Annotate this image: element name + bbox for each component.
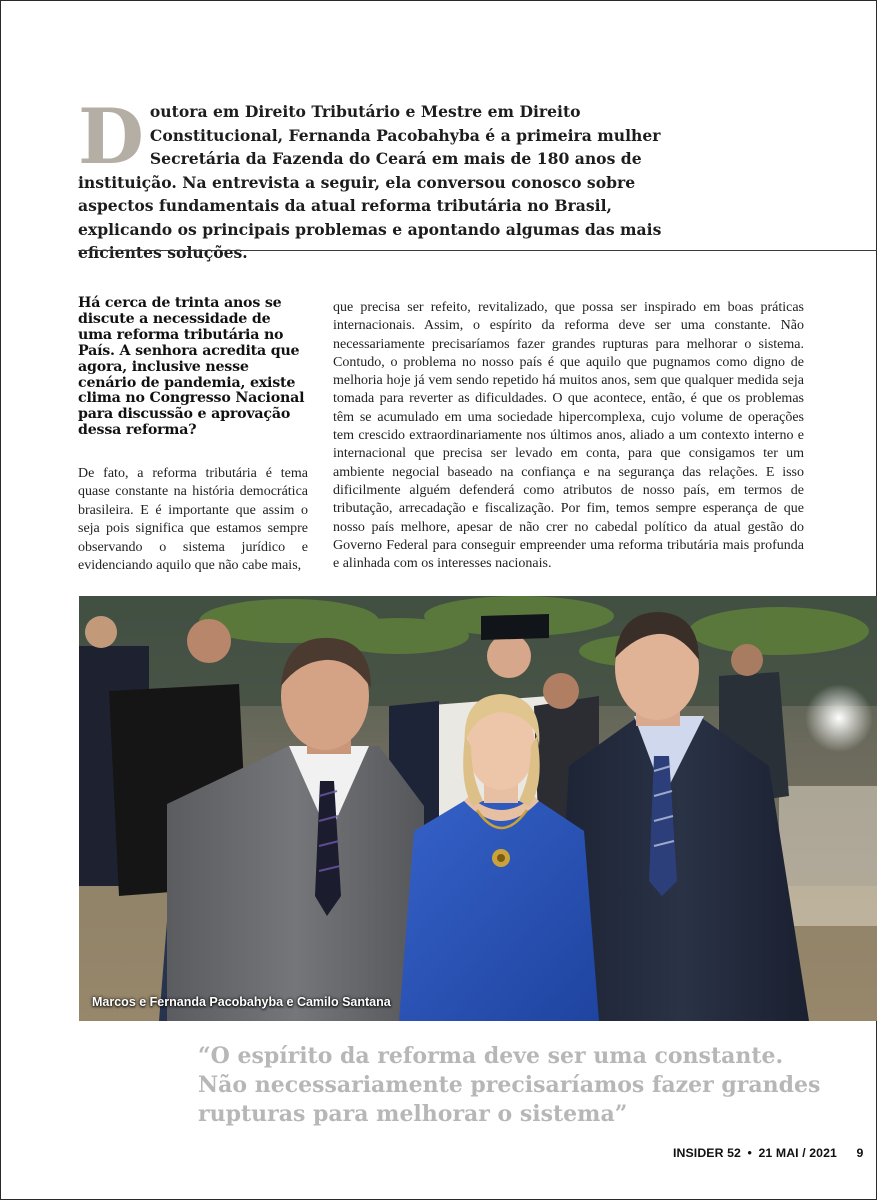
footer-bullet: •: [747, 1146, 752, 1160]
intro-divider: [78, 250, 877, 251]
answer-column-1: [78, 465, 308, 575]
photo-illustration: [79, 596, 877, 1021]
drop-cap: D: [78, 92, 144, 181]
pull-quote: [198, 1042, 838, 1129]
issue-date: 21 MAI / 2021: [758, 1146, 837, 1160]
page-number: 9: [856, 1146, 864, 1160]
event-photo: [79, 596, 877, 1021]
answer-text-1: De fato, a reforma tributária é tema quase constante na história democrática brasileira. E é importante que assim o seja pois significa que estamos sempre observando o sistema jurídico e evidenciando aquilo que não cabe mais,: [78, 466, 308, 574]
magazine-issue: INSIDER 52: [673, 1146, 741, 1160]
intro-paragraph: [78, 92, 698, 265]
close-quote-mark: ”: [614, 1101, 628, 1127]
pull-quote-text: O espírito da reforma deve ser uma constante. Não necessariamente precisaríamos fazer grandes rupturas para melhorar o sistema: [198, 1043, 821, 1127]
open-quote-mark: “: [198, 1043, 211, 1069]
page-footer: [673, 1146, 863, 1160]
interview-question: Há cerca de trinta anos se discute a necessidade de uma reforma tributária no País. A senhora acredita que agora, inclusive nesse cenário de pandemia, existe clima no Congresso Nacional para discussão e aprovação dessa reforma?: [78, 295, 305, 439]
photo-caption: Marcos e Fernanda Pacobahyba e Camilo Santana: [92, 995, 391, 1009]
answer-column-2: [333, 299, 804, 573]
answer-text-2: que precisa ser refeito, revitalizado, que possa ser inspirado em boas práticas internacionais. Assim, o espírito da reforma deve ser uma constante. Não necessariamente precisaríamos fazer grandes rupturas para melhorar o sistema. Contudo, o problema no nosso país é que aquilo que pugnamos como digno de melhoria hoje já vem sendo repetido há muitos anos, sem que qualquer medida seja tomada para reverter as dificuldades. O que acontece, então, é que os problemas têm se acumulado em uma sociedade hipercomplexa, cujo volume de operações tem crescido extraordinariamente nos últimos anos, aliado a um contexto interno e internacional que precisa ser levado em conta, para que consigamos ter um ambiente negocial baseado na confiança e na segurança das relações. E isso dificilmente alguém defenderá como atributos de nosso país, em termos de tributação, arrecadação e fiscalização. Por fim, temos sempre esperança de que nosso país melhore, apesar de não crer no cabedal político da atual gestão do Governo Federal para conseguir empreender uma reforma tributária mais profunda e alinhada com os interesses nacionais.: [333, 300, 804, 572]
intro-text: outora em Direito Tributário e Mestre em Direito Constitucional, Fernanda Pacobahyba é a primeira mulher Secretária da Fazenda do Ceará em mais de 180 anos de instituição. Na entrevista a seguir, ela conversou conosco sobre aspectos fundamentais da atual reforma tributária no Brasil, explicando os principais problemas e apontando algumas das mais eficientes soluções.: [78, 102, 662, 262]
